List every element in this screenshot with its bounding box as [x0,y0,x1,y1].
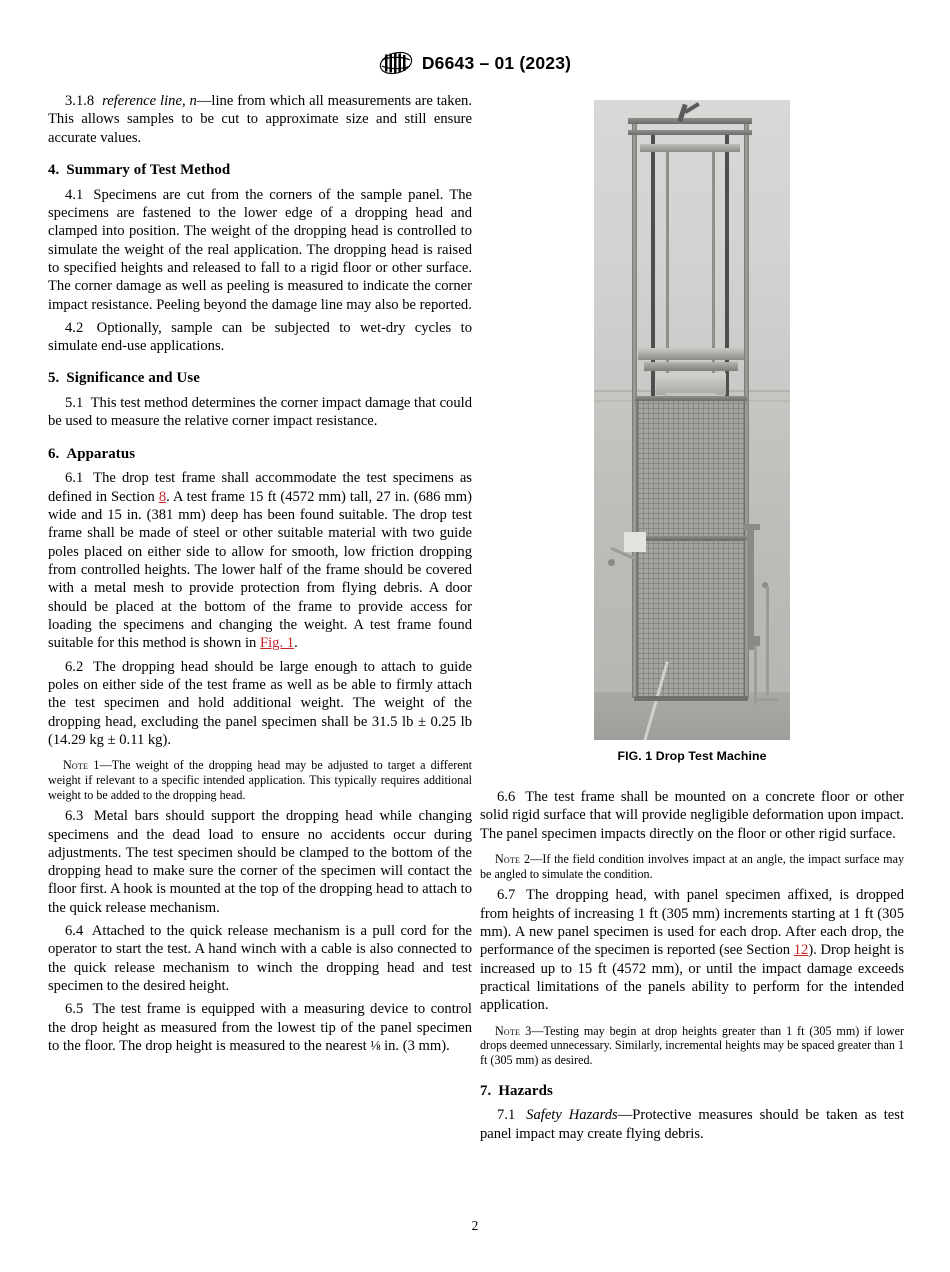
note-label: Note 2 [495,851,531,866]
section-title: Significance and Use [66,370,200,387]
page-header [0,50,950,76]
figure-1-block [480,92,904,763]
section-12-crossref-link[interactable]: 12 [793,942,809,959]
figure-caption: FIG. 1 Drop Test Machine [617,749,767,763]
paragraph-6-2 [48,658,472,750]
note-text: —The weight of the dropping head may be adjusted to target a different weight if relevant to a specific intended application. This typically requires additional weight to be added to the dropping head. [48,758,472,802]
note-3 [480,1024,904,1068]
paragraph-4-2 [48,319,472,356]
paragraph-6-3 [48,807,472,917]
left-column [48,92,472,1055]
section-number: 6. [48,445,60,462]
paragraph-text: The test frame is equipped with a measuring device to control the drop height as measured from the lowest tip of the panel specimen to the floor. The drop height is measured to the nearest [48,1001,472,1054]
paragraph-text: The dropping head should be large enough to attach to guide poles on either side of the test frame as well as be able to firmly attach the test specimen and hold additional weight. The weight of the dropping head, excluding the panel specimen shall be 31.5 lb ± 0.25 lb (14.29 kg ± 0.11 kg). [48,658,472,748]
paragraph-number: 7.1 [497,1107,516,1124]
paragraph-3-1-8 [48,92,472,147]
right-column [480,788,904,1143]
paragraph-text: This test method determines the corner impact damage that could be used to measure the relative corner impact resistance. [48,395,472,430]
defined-term: reference line, n [102,93,197,109]
defined-term: Safety Hazards [526,1107,618,1124]
paragraph-6-7 [480,886,904,1014]
paragraph-text: —line from which all measurements are taken. This allows samples to be cut to approximate size and still ensure accurate values. [48,93,473,146]
section-heading-6 [48,445,472,464]
paragraph-number: 6.4 [65,923,84,940]
fraction-one-eighth: ⅛ [370,1037,381,1053]
section-8-crossref-link[interactable]: 8 [158,488,167,505]
paragraph-text: The dropping head, with panel specimen affixed, is dropped from heights of increasing 1 ft (305 mm) increments starting at 1 ft (305 mm). A new panel specimen is used for each drop. After each drop, the performance of the specimen is reported (see Section [480,887,904,959]
paragraph-text: . [294,635,298,652]
paragraph-number: 6.5 [65,1001,84,1018]
paragraph-text: . A test frame 15 ft (4572 mm) tall, 27 in. (686 mm) wide and 15 in. (381 mm) deep has been found suitable. The drop test frame shall be made of steel or other suitable material with two guide poles placed on either side to allow for smooth, low friction dropping from controlled heights. The lower half of the frame should be covered with a metal mesh to provide protection from flying debris. A door should be placed at the bottom of the frame to provide access for loading the specimens and changing the weight. A test frame found suitable for this method is shown in [48,488,472,652]
paragraph-text: Attached to the quick release mechanism is a pull cord for the operator to start the test. A hand winch with a cable is also connected to the quick release mechanism to winch the dropping head and test specimen to the desired height. [48,923,473,995]
section-title: Summary of Test Method [66,161,231,178]
paragraph-number: 6.6 [497,789,516,805]
drop-test-machine-photo [594,100,790,740]
section-number: 7. [480,1082,492,1099]
figure-1-crossref-link[interactable]: Fig. 1 [260,635,295,652]
paragraph-text: The test frame shall be mounted on a concrete floor or other solid rigid surface that will provide negligible deformation upon impact. The panel specimen impacts directly on the floor or other rigid surface. [480,789,904,842]
note-1 [48,758,472,802]
paragraph-4-1 [48,186,472,314]
paragraph-number: 4.2 [65,319,84,336]
paragraph-number: 6.1 [65,470,84,487]
paragraph-7-1 [480,1106,904,1143]
paragraph-number: 6.2 [65,658,84,675]
paragraph-6-5 [48,1000,472,1055]
paragraph-6-4 [48,922,472,995]
section-title: Hazards [498,1082,553,1099]
paragraph-6-6 [480,788,904,843]
paragraph-text: The drop test frame shall accommodate the test specimens as defined in Section [48,470,472,505]
section-number: 5. [48,370,60,387]
astm-logo-icon [379,50,413,76]
paragraph-text: ). Drop height is increased up to 15 ft (4572 mm), or until the impact damage exceeds practical limitations of the panels ability to perform for the intended application. [480,942,904,1014]
paragraph-6-1 [48,469,472,652]
section-heading-5 [48,369,472,388]
document-designation: D6643 – 01 (2023) [421,52,572,73]
section-number: 4. [48,161,60,178]
paragraph-5-1 [48,394,472,431]
note-text: —If the field condition involves impact at an angle, the impact surface may be angled to simulate the condition. [480,851,904,881]
paragraph-text: Metal bars should support the dropping head while changing specimens and the dead load to ensure no accidents occur during adjustments. The test specimen should be clamped to the bottom of the dropping head to make sure the corner of the specimen will contact the floor first. A hook is mounted at the top of the dropping head to attach to the quick release mechanism. [48,808,472,916]
note-label: Note 1 [63,758,100,773]
page-number: 2 [471,1218,479,1233]
note-label: Note 3 [495,1023,532,1038]
paragraph-number: 6.3 [65,808,84,825]
paragraph-number: 3.1.8 [65,93,95,109]
section-heading-7 [480,1082,904,1101]
paragraph-text: Optionally, sample can be subjected to wet-dry cycles to simulate end-use applications. [48,319,472,355]
paragraph-number: 4.1 [65,186,84,203]
note-2 [480,852,904,881]
section-heading-4 [48,161,472,180]
paragraph-text: Specimens are cut from the corners of the sample panel. The specimens are fastened to the lower edge of a dropping head and clamped into position. The weight of the dropping head is controlled to simulate the weight of the real application. The dropping head is raised to specified heights and released to fall to a rigid floor or other surface. The corner damage as well as peeling is measured to indicate the corner impact resistance. Peeling beyond the damage line may also be reported. [48,186,473,313]
paragraph-number: 5.1 [65,395,84,412]
paragraph-text: in. (3 mm). [380,1037,450,1054]
paragraph-number: 6.7 [497,887,516,904]
section-title: Apparatus [66,445,136,462]
note-text: —Testing may begin at drop heights greater than 1 ft (305 mm) if lower drops deemed unnecessary. Similarly, incremental heights may be spaced greater than 1 ft (305 mm) as desired. [480,1023,904,1067]
paragraph-text: —Protective measures should be taken as test panel impact may create flying debris. [480,1107,904,1142]
